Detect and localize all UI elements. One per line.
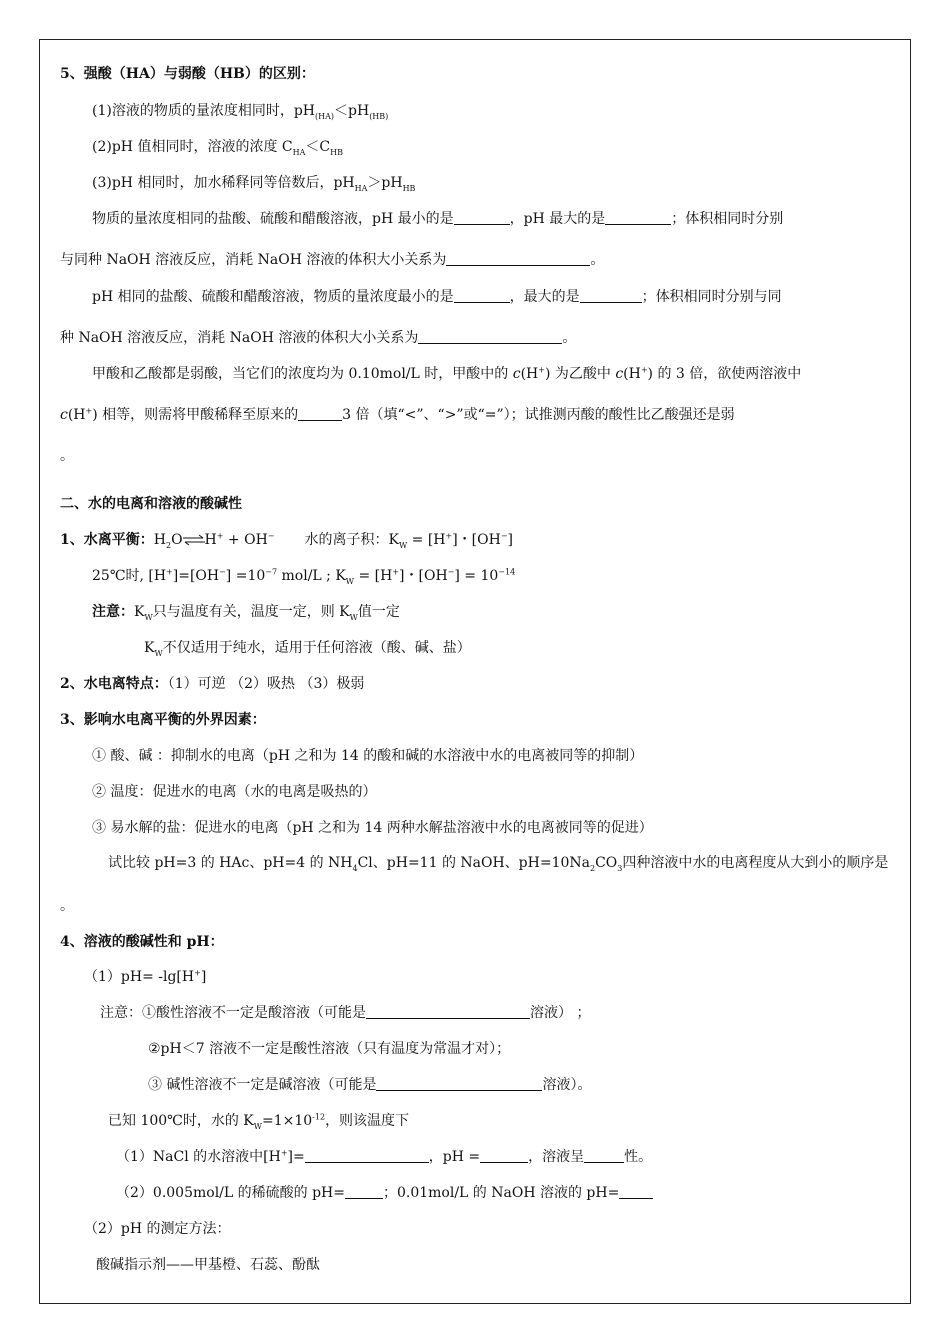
section-5-title: 5、强酸（HA）与弱酸（HB）的区别： — [60, 66, 315, 82]
question-3-end: 。 — [60, 448, 74, 464]
external-factors-title: 3、影响水电离平衡的外界因素： — [60, 712, 266, 728]
blank[interactable] — [446, 251, 590, 266]
blank[interactable] — [480, 1148, 528, 1163]
acid-base-indicators: 酸碱指示剂——甲基橙、石蕊、酚酞 — [96, 1257, 320, 1273]
point-2: (2)pH 值相同时，溶液的浓度 $C_{HA}<C_{HB}$ — [92, 139, 343, 157]
exercise-1: （1）NaCl 的水溶液中[H+]= ，pH = ，溶液呈 性。 — [116, 1148, 653, 1165]
question-2-line-2: 种 NaOH 溶液反应，消耗 NaOH 溶液的体积大小关系为 。 — [60, 330, 577, 346]
question-1-line-2: 与同种 NaOH 溶液反应，消耗 NaOH 溶液的体积大小关系为 。 — [60, 252, 605, 268]
water-ionization-features: 2、水电离特点：（1）可逆 （2）吸热 （3）极弱 — [60, 676, 365, 692]
question-1-line-1: 物质的量浓度相同的盐酸、硫酸和醋酸溶液，pH 最小的是 ，pH 最大的是 ；体积相同时分别 — [92, 211, 784, 227]
blank[interactable] — [454, 288, 510, 303]
kw-25c: 25℃时, $[H^+]=[OH^-] =10^{-7}$ mol/L ; $K_W = [H^+]$・$[OH^-] = 10^{-14}$ — [92, 567, 516, 586]
water-equilibrium: 1、水离平衡：$H_2O$ H+ + OH− 水的离子积：$K_W = [H^+]$・[OH−] — [60, 531, 514, 550]
ph-note-1: 注意：①酸性溶液不一定是酸溶液（可能是 溶液） ； — [100, 1005, 591, 1021]
blank[interactable] — [580, 288, 642, 303]
blank[interactable] — [605, 210, 671, 225]
question-2-line-1: pH 相同的盐酸、硫酸和醋酸溶液，物质的量浓度最小的是 ，最大的是 ；体积相同时分别与同 — [92, 289, 782, 305]
blank[interactable] — [345, 1184, 383, 1199]
kw-100c: 已知 100℃时，水的 $K_W=1\times 10^{-12}$，则该温度下 — [108, 1112, 410, 1131]
point-1: (1)溶液的物质的量浓度相同时，$pH_{(HA)}<pH_{(HB)}$ — [92, 103, 389, 121]
ph-definition: （1）pH= -lg[H+] — [84, 968, 207, 985]
blank[interactable] — [366, 1004, 530, 1019]
ph-note-2: ②pH＜7 溶液不一定是酸性溶液（只有温度为常温才对）； — [148, 1041, 511, 1057]
question-3-line-2: c(H+) 相等，则需将甲酸稀释至原来的 3 倍（填“<”、“>”或“=”）；试推测丙酸的酸性比乙酸强还是弱 — [60, 406, 735, 423]
question-3-line-1: 甲酸和乙酸都是弱酸，当它们的浓度均为 0.10mol/L 时，甲酸中的 c(H+) 为乙酸中 c(H+) 的 3 倍，欲使两溶液中 — [92, 365, 802, 382]
reversible-arrow-icon — [183, 534, 205, 546]
factor-1: ① 酸、碱 ：抑制水的电离（pH 之和为 14 的酸和碱的水溶液中水的电离被同等的抑制） — [92, 748, 644, 764]
ph-note-3: ③ 碱性溶液不一定是碱溶液（可能是 溶液）。 — [148, 1077, 592, 1093]
blank[interactable] — [584, 1148, 624, 1163]
note-1: 注意：$K_W$只与温度有关，温度一定，则 $K_W$值一定 — [92, 604, 400, 622]
blank[interactable] — [376, 1076, 542, 1091]
note-2: $K_W$不仅适用于纯水，适用于任何溶液（酸、碱、盐） — [144, 640, 471, 658]
compare-question: 试比较 pH=3 的 HAc、pH=4 的 $NH_4Cl$、pH=11 的 NaOH、$pH=10Na_2CO_3$四种溶液中水的电离程度从大到小的顺序是 — [108, 855, 889, 873]
blank[interactable] — [298, 406, 342, 421]
factor-3: ③ 易水解的盐：促进水的电离（pH 之和为 14 两种水解盐溶液中水的电离被同等的促进） — [92, 820, 653, 836]
compare-question-end: 。 — [60, 898, 74, 914]
factor-2: ② 温度：促进水的电离（水的电离是吸热的） — [92, 784, 377, 800]
blank[interactable] — [454, 210, 510, 225]
blank[interactable] — [305, 1148, 429, 1163]
ph-section-title: 4、溶液的酸碱性和 pH： — [60, 934, 224, 950]
blank[interactable] — [418, 329, 562, 344]
point-3: (3)pH 相同时，加水稀释同等倍数后，$pH_{HA}>pH_{HB}$ — [92, 175, 416, 193]
exercise-2: （2）0.005mol/L 的稀硫酸的 pH= ；0.01mol/L 的 NaOH 溶液的 pH= — [116, 1183, 653, 1203]
ph-measurement-title: （2）pH 的测定方法： — [84, 1221, 231, 1237]
blank[interactable] — [619, 1184, 653, 1199]
section-2-title: 二、水的电离和溶液的酸碱性 — [60, 496, 242, 512]
